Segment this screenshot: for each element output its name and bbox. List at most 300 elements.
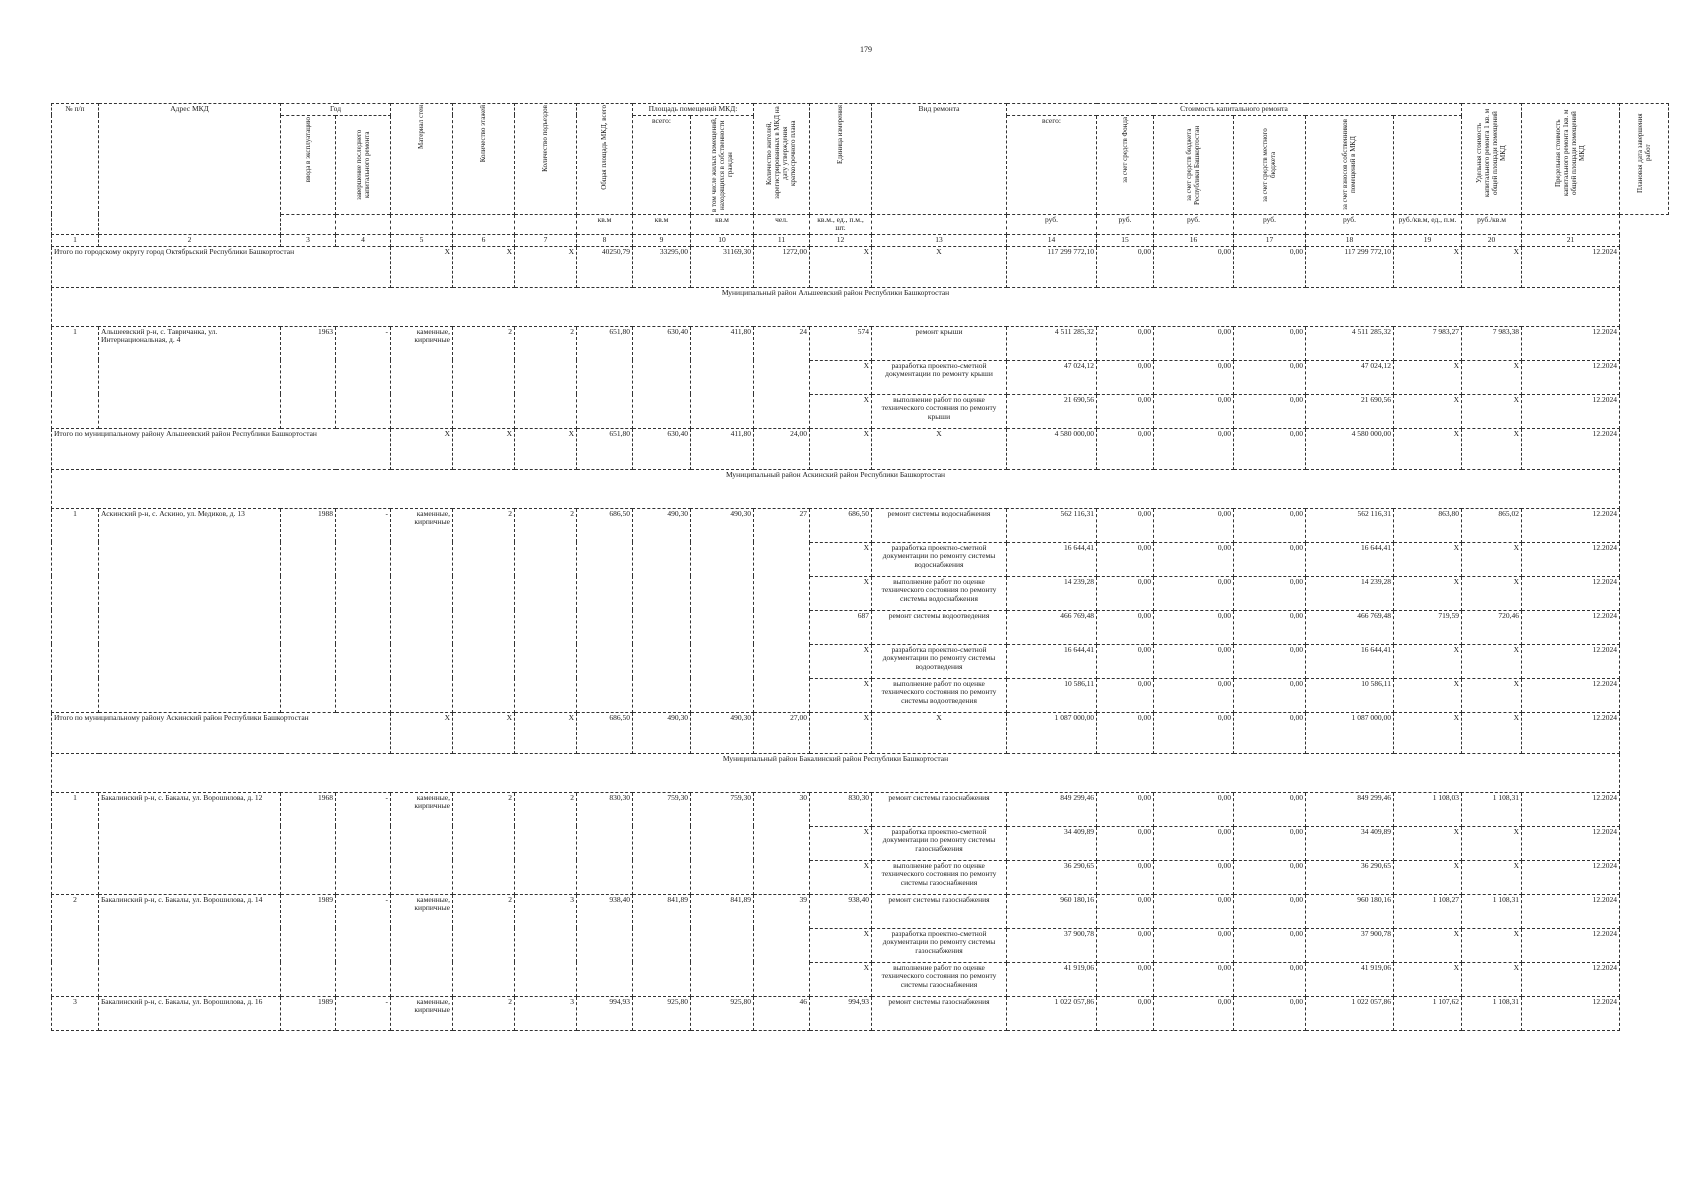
year-built: 1968 <box>281 792 336 894</box>
cost-cell: X <box>1394 360 1462 394</box>
year-built: 1989 <box>281 996 336 1030</box>
total-cell: X <box>1394 246 1462 287</box>
cost-cell: 7 983,27 <box>1394 326 1462 360</box>
unit-cell <box>281 214 336 234</box>
cost-cell: 36 290,65 <box>1306 860 1394 894</box>
col-header-cost-total: всего: <box>1007 115 1097 214</box>
cost-cell: X <box>810 928 872 962</box>
total-repair-type: X <box>872 246 1007 287</box>
house-address: Альшеевский р-н, с. Тавричанка, ул. Интернациональная, д. 4 <box>99 326 281 428</box>
total-cell: 33295,00 <box>633 246 691 287</box>
floors: 2 <box>453 894 515 996</box>
cost-cell: X <box>810 542 872 576</box>
cost-cell: 0,00 <box>1154 894 1234 928</box>
total-cell: 0,00 <box>1234 428 1306 469</box>
area-residential: 759,30 <box>691 792 754 894</box>
floors: 2 <box>453 996 515 1030</box>
column-number: 14 <box>1007 234 1097 246</box>
column-number: 7 <box>515 234 577 246</box>
residents: 27 <box>754 508 810 712</box>
cost-cell: 0,00 <box>1154 860 1234 894</box>
floors: 2 <box>453 508 515 712</box>
total-cell: 1272,00 <box>754 246 810 287</box>
cost-cell: 16 644,41 <box>1007 542 1097 576</box>
cost-cell: 34 409,89 <box>1007 826 1097 860</box>
cost-cell: 4 511 285,32 <box>1007 326 1097 360</box>
cost-cell: 16 644,41 <box>1306 542 1394 576</box>
total-cell: X <box>810 246 872 287</box>
total-cell: 411,80 <box>691 428 754 469</box>
unit-cell: кв.м <box>633 214 691 234</box>
total-cell: 117 299 772,10 <box>1007 246 1097 287</box>
area-all: 759,30 <box>633 792 691 894</box>
area-residential: 411,80 <box>691 326 754 428</box>
cost-cell: 0,00 <box>1097 576 1154 610</box>
total-cell: 12.2024 <box>1522 712 1620 753</box>
repair-type: ремонт системы газоснабжения <box>872 996 1007 1030</box>
cost-cell: 994,93 <box>810 996 872 1030</box>
year-last-repair: - <box>336 792 391 894</box>
year-last-repair: - <box>336 996 391 1030</box>
cost-cell: 0,00 <box>1154 542 1234 576</box>
repair-type: разработка проектно-сметной документации по ремонту системы водоотведения <box>872 644 1007 678</box>
area-all: 630,40 <box>633 326 691 428</box>
cost-cell: 0,00 <box>1154 508 1234 542</box>
total-area: 651,80 <box>577 326 633 428</box>
area-residential: 925,80 <box>691 996 754 1030</box>
cost-cell: 12.2024 <box>1522 610 1620 644</box>
floors: 2 <box>453 326 515 428</box>
col-header-budget-local: за счет средств местного бюджета <box>1234 115 1306 214</box>
cost-cell: X <box>1394 962 1462 996</box>
cost-cell: X <box>810 360 872 394</box>
cost-cell: 719,59 <box>1394 610 1462 644</box>
column-number: 5 <box>391 234 453 246</box>
cost-cell: 0,00 <box>1097 928 1154 962</box>
cost-cell: 960 180,16 <box>1306 894 1394 928</box>
cost-cell: 0,00 <box>1234 678 1306 712</box>
total-cell: 630,40 <box>633 428 691 469</box>
house-address: Аскинский р-н, с. Аскино, ул. Медиков, д. 13 <box>99 508 281 712</box>
cost-cell: 7 983,38 <box>1462 326 1522 360</box>
cost-cell: 12.2024 <box>1522 394 1620 428</box>
total-cell: 651,80 <box>577 428 633 469</box>
total-area: 938,40 <box>577 894 633 996</box>
floors: 2 <box>453 792 515 894</box>
cost-cell: 0,00 <box>1097 326 1154 360</box>
cost-cell: 562 116,31 <box>1007 508 1097 542</box>
page-number: 179 <box>860 45 872 54</box>
cost-cell: 0,00 <box>1154 792 1234 826</box>
col-group-premises-area: Площадь помещений МКД: <box>633 104 754 116</box>
cost-cell: 0,00 <box>1234 792 1306 826</box>
total-row <box>52 712 1669 753</box>
total-cell: 31169,30 <box>691 246 754 287</box>
unit-cell <box>872 214 1007 234</box>
repair-type: выполнение работ по оценке технического состояния по ремонту системы водоотведения <box>872 678 1007 712</box>
cost-cell: 1 108,27 <box>1394 894 1462 928</box>
table-body <box>52 104 1669 1031</box>
cost-cell: 12.2024 <box>1522 542 1620 576</box>
cost-cell: 1 108,31 <box>1462 894 1522 928</box>
cost-cell: 12.2024 <box>1522 326 1620 360</box>
cost-cell: 0,00 <box>1234 508 1306 542</box>
cost-cell: 0,00 <box>1097 644 1154 678</box>
repair-type: разработка проектно-сметной документации по ремонту крыши <box>872 360 1007 394</box>
cost-cell: X <box>1462 360 1522 394</box>
total-cell: X <box>1462 246 1522 287</box>
cost-cell: 0,00 <box>1154 826 1234 860</box>
cost-cell: 0,00 <box>1234 860 1306 894</box>
unit-cell: руб. <box>1007 214 1097 234</box>
year-built: 1963 <box>281 326 336 428</box>
total-area: 830,30 <box>577 792 633 894</box>
cost-cell: X <box>810 860 872 894</box>
total-cell: X <box>391 428 453 469</box>
year-last-repair: - <box>336 508 391 712</box>
cost-cell: 865,02 <box>1462 508 1522 542</box>
cost-cell: 0,00 <box>1097 826 1154 860</box>
total-cell: X <box>453 246 515 287</box>
table-row <box>52 996 1669 1030</box>
col-header-budget-rb: за счет средств бюджета Республики Башкортостан <box>1154 115 1234 214</box>
total-cell: 0,00 <box>1154 428 1234 469</box>
total-repair-type: X <box>872 428 1007 469</box>
cost-cell: 14 239,28 <box>1306 576 1394 610</box>
cost-cell: 0,00 <box>1154 644 1234 678</box>
wall-material: каменные, кирпичные <box>391 326 453 428</box>
house-address: Бакалинский р-н, с. Бакалы, ул. Ворошилова, д. 12 <box>99 792 281 894</box>
cost-cell: 0,00 <box>1234 826 1306 860</box>
total-cell: 0,00 <box>1234 246 1306 287</box>
house-number: 1 <box>52 326 99 428</box>
cost-cell: 41 919,06 <box>1306 962 1394 996</box>
cost-cell: 0,00 <box>1234 394 1306 428</box>
cost-cell: 0,00 <box>1154 678 1234 712</box>
cost-cell: 10 586,11 <box>1007 678 1097 712</box>
entrances: 2 <box>515 792 577 894</box>
cost-cell: 16 644,41 <box>1306 644 1394 678</box>
cost-cell: 1 108,31 <box>1462 996 1522 1030</box>
col-header-owners: за счет взносов собственников помещений в МКД <box>1306 115 1394 214</box>
cost-cell: 1 107,62 <box>1394 996 1462 1030</box>
cost-cell: 0,00 <box>1097 360 1154 394</box>
cost-cell: X <box>810 826 872 860</box>
total-cell: 12.2024 <box>1522 428 1620 469</box>
table-row <box>52 326 1669 360</box>
total-cell: 0,00 <box>1097 246 1154 287</box>
cost-cell: X <box>1394 826 1462 860</box>
column-number: 18 <box>1306 234 1394 246</box>
total-cell: X <box>1462 712 1522 753</box>
col-header-material: Материал стен <box>391 104 453 215</box>
cost-cell: 0,00 <box>1234 542 1306 576</box>
section-title: Муниципальный район Аскинский район Республики Башкортостан <box>52 469 1620 508</box>
total-cell: 686,50 <box>577 712 633 753</box>
total-cell: 0,00 <box>1097 712 1154 753</box>
cost-cell: 863,80 <box>1394 508 1462 542</box>
cost-cell: 0,00 <box>1154 326 1234 360</box>
cost-cell: 12.2024 <box>1522 996 1620 1030</box>
unit-cell <box>1522 214 1620 234</box>
total-cell: X <box>1462 428 1522 469</box>
col-header-unit-cost: Удельная стоимость капитального ремонта 1 кв. м общей площади помещений МКД <box>1462 104 1522 215</box>
col-header-entrances: Количество подъездов <box>515 104 577 215</box>
cost-cell: X <box>810 678 872 712</box>
total-cell: 117 299 772,10 <box>1306 246 1394 287</box>
total-cell: 490,30 <box>633 712 691 753</box>
total-cell: X <box>1394 428 1462 469</box>
unit-cell: руб./кв.м, ед., п.м. <box>1394 214 1462 234</box>
unit-cell: чел. <box>754 214 810 234</box>
total-cell: X <box>391 246 453 287</box>
column-number: 12 <box>810 234 872 246</box>
cost-cell: X <box>1394 576 1462 610</box>
total-cell: 12.2024 <box>1522 246 1620 287</box>
repair-type: ремонт системы газоснабжения <box>872 792 1007 826</box>
cost-cell: 0,00 <box>1234 576 1306 610</box>
col-header-year-last: завершение последнего капитального ремонта <box>336 115 391 214</box>
cost-cell: 16 644,41 <box>1007 644 1097 678</box>
cost-cell: 0,00 <box>1097 962 1154 996</box>
col-header-year-built: ввода в эксплуатацию <box>281 115 336 214</box>
cost-cell: 0,00 <box>1234 360 1306 394</box>
cost-cell: 830,30 <box>810 792 872 826</box>
cost-cell: 12.2024 <box>1522 678 1620 712</box>
cost-cell: 12.2024 <box>1522 644 1620 678</box>
total-cell: 0,00 <box>1097 428 1154 469</box>
cost-cell: 0,00 <box>1097 610 1154 644</box>
total-cell: X <box>810 428 872 469</box>
repair-type: разработка проектно-сметной документации по ремонту системы водоснабжения <box>872 542 1007 576</box>
cost-cell: 849 299,46 <box>1306 792 1394 826</box>
residents: 30 <box>754 792 810 894</box>
cost-cell: 0,00 <box>1234 996 1306 1030</box>
cost-cell: 34 409,89 <box>1306 826 1394 860</box>
cost-cell: 0,00 <box>1154 928 1234 962</box>
house-number: 3 <box>52 996 99 1030</box>
col-header-area-all: всего: <box>633 115 691 214</box>
cost-cell: 12.2024 <box>1522 826 1620 860</box>
cost-cell: 0,00 <box>1097 860 1154 894</box>
cost-cell: 21 690,56 <box>1306 394 1394 428</box>
cost-cell: 0,00 <box>1097 792 1154 826</box>
unit-cell: руб. <box>1234 214 1306 234</box>
cost-cell: 0,00 <box>1097 508 1154 542</box>
total-cell: X <box>515 712 577 753</box>
cost-cell: 0,00 <box>1154 962 1234 996</box>
cost-cell: 720,46 <box>1462 610 1522 644</box>
cost-cell: X <box>1462 962 1522 996</box>
column-number: 3 <box>281 234 336 246</box>
cost-cell: 1 108,03 <box>1394 792 1462 826</box>
cost-cell: 0,00 <box>1234 928 1306 962</box>
cost-cell: 1 022 057,86 <box>1306 996 1394 1030</box>
cost-cell: X <box>1394 394 1462 428</box>
col-header-unit: Единица измерения <box>810 104 872 215</box>
cost-cell: 0,00 <box>1234 644 1306 678</box>
wall-material: каменные, кирпичные <box>391 508 453 712</box>
cost-cell: 938,40 <box>810 894 872 928</box>
total-area: 686,50 <box>577 508 633 712</box>
total-row <box>52 428 1669 469</box>
table-row <box>52 508 1669 542</box>
section-title: Муниципальный район Бакалинский район Республики Башкортостан <box>52 753 1620 792</box>
cost-cell: 14 239,28 <box>1007 576 1097 610</box>
cost-cell: 1 108,31 <box>1462 792 1522 826</box>
cost-cell: X <box>1394 860 1462 894</box>
unit-cell: кв.м., ед., п.м., шт. <box>810 214 872 234</box>
cost-cell: 4 511 285,32 <box>1306 326 1394 360</box>
column-number: 16 <box>1154 234 1234 246</box>
total-cell: 0,00 <box>1154 246 1234 287</box>
cost-cell: 12.2024 <box>1522 792 1620 826</box>
repair-plan-sheet <box>51 103 1669 1031</box>
cost-cell: 12.2024 <box>1522 962 1620 996</box>
year-built: 1988 <box>281 508 336 712</box>
house-number: 1 <box>52 508 99 712</box>
total-cell: 4 580 000,00 <box>1306 428 1394 469</box>
section-row <box>52 287 1669 326</box>
unit-cell: кв.м <box>691 214 754 234</box>
column-number: 2 <box>99 234 281 246</box>
cost-cell: 0,00 <box>1097 678 1154 712</box>
cost-cell: 0,00 <box>1234 894 1306 928</box>
cost-cell: X <box>810 576 872 610</box>
repair-type: разработка проектно-сметной документации по ремонту системы газоснабжения <box>872 826 1007 860</box>
entrances: 2 <box>515 326 577 428</box>
column-number: 9 <box>633 234 691 246</box>
cost-cell: X <box>810 394 872 428</box>
residents: 46 <box>754 996 810 1030</box>
col-header-area-residential: в том числе жилых помещений, находящихся в собственности граждан <box>691 115 754 214</box>
cost-cell: X <box>1462 644 1522 678</box>
column-number: 15 <box>1097 234 1154 246</box>
cost-cell: 687 <box>810 610 872 644</box>
section-row <box>52 753 1669 792</box>
total-cell: X <box>810 712 872 753</box>
total-cell: 1 087 000,00 <box>1007 712 1097 753</box>
header-row-1 <box>52 104 1669 116</box>
cost-cell: X <box>1394 644 1462 678</box>
cost-cell: 37 900,78 <box>1007 928 1097 962</box>
unit-cell: руб. <box>1154 214 1234 234</box>
cost-cell: 0,00 <box>1097 394 1154 428</box>
year-last-repair: - <box>336 326 391 428</box>
cost-cell: 47 024,12 <box>1007 360 1097 394</box>
repair-type: ремонт системы водоснабжения <box>872 508 1007 542</box>
cost-cell: 0,00 <box>1154 394 1234 428</box>
col-header-residents: Количество жителей, зарегистрированных в МКД на дату утверждения краткосрочного плана <box>754 104 810 215</box>
total-label: Итого по муниципальному району Альшеевский район Республики Башкортостан <box>52 428 391 469</box>
repair-type: выполнение работ по оценке технического состояния по ремонту крыши <box>872 394 1007 428</box>
area-residential: 490,30 <box>691 508 754 712</box>
total-cell: X <box>515 246 577 287</box>
cost-cell: 1 022 057,86 <box>1007 996 1097 1030</box>
section-row <box>52 469 1669 508</box>
column-numbers-row <box>52 234 1669 246</box>
repair-type: ремонт системы водоотведения <box>872 610 1007 644</box>
cost-cell: 0,00 <box>1234 962 1306 996</box>
cost-cell: 574 <box>810 326 872 360</box>
col-header-repair-type: Вид ремонта <box>872 104 1007 215</box>
cost-cell: 41 919,06 <box>1007 962 1097 996</box>
column-number: 20 <box>1462 234 1522 246</box>
cost-cell: X <box>1462 542 1522 576</box>
cost-cell: X <box>1462 394 1522 428</box>
cost-cell: 12.2024 <box>1522 894 1620 928</box>
cost-cell: 10 586,11 <box>1306 678 1394 712</box>
total-cell: 4 580 000,00 <box>1007 428 1097 469</box>
unit-cell <box>515 214 577 234</box>
cost-cell: 849 299,46 <box>1007 792 1097 826</box>
column-number: 1 <box>52 234 99 246</box>
column-number: 8 <box>577 234 633 246</box>
table-row <box>52 792 1669 826</box>
column-number: 10 <box>691 234 754 246</box>
house-number: 1 <box>52 792 99 894</box>
column-number: 6 <box>453 234 515 246</box>
area-residential: 841,89 <box>691 894 754 996</box>
wall-material: каменные, кирпичные <box>391 792 453 894</box>
total-cell: 24,00 <box>754 428 810 469</box>
unit-cell: руб. <box>1097 214 1154 234</box>
cost-cell: X <box>810 962 872 996</box>
cost-cell: 0,00 <box>1097 996 1154 1030</box>
cost-cell: X <box>1462 826 1522 860</box>
col-header-max-cost: Предельная стоимость капитального ремонта 1кв. м общей площади помещений МКД <box>1522 104 1620 215</box>
wall-material: каменные, кирпичные <box>391 996 453 1030</box>
cost-cell: X <box>810 644 872 678</box>
total-cell: 490,30 <box>691 712 754 753</box>
cost-cell: 12.2024 <box>1522 576 1620 610</box>
area-all: 841,89 <box>633 894 691 996</box>
area-all: 925,80 <box>633 996 691 1030</box>
total-cell: X <box>515 428 577 469</box>
total-cell: 1 087 000,00 <box>1306 712 1394 753</box>
repair-type: выполнение работ по оценке технического состояния по ремонту системы газоснабжения <box>872 962 1007 996</box>
cost-cell: 12.2024 <box>1522 860 1620 894</box>
repair-type: ремонт системы газоснабжения <box>872 894 1007 928</box>
cost-cell: 12.2024 <box>1522 508 1620 542</box>
total-cell: 0,00 <box>1154 712 1234 753</box>
repair-type: ремонт крыши <box>872 326 1007 360</box>
cost-cell: 0,00 <box>1154 576 1234 610</box>
total-repair-type: X <box>872 712 1007 753</box>
column-number: 4 <box>336 234 391 246</box>
cost-cell: 562 116,31 <box>1306 508 1394 542</box>
unit-cell <box>336 214 391 234</box>
cost-cell: 12.2024 <box>1522 360 1620 394</box>
house-address: Бакалинский р-н, с. Бакалы, ул. Ворошилова, д. 16 <box>99 996 281 1030</box>
cost-cell: 36 290,65 <box>1007 860 1097 894</box>
repair-type: выполнение работ по оценке технического состояния по ремонту системы водоснабжения <box>872 576 1007 610</box>
total-label: Итого по муниципальному району Аскинский район Республики Башкортостан <box>52 712 391 753</box>
cost-cell: X <box>1462 678 1522 712</box>
total-cell: X <box>1394 712 1462 753</box>
col-header-deadline: Плановая дата завершения работ <box>1620 104 1669 215</box>
cost-cell: 37 900,78 <box>1306 928 1394 962</box>
house-address: Бакалинский р-н, с. Бакалы, ул. Ворошилова, д. 14 <box>99 894 281 996</box>
cost-cell: X <box>1462 576 1522 610</box>
column-number: 13 <box>872 234 1007 246</box>
cost-cell: 21 690,56 <box>1007 394 1097 428</box>
total-cell: X <box>453 712 515 753</box>
col-header-total-area: Общая площадь МКД, всего <box>577 104 633 215</box>
col-header-floors: Количество этажей <box>453 104 515 215</box>
table-row <box>52 894 1669 928</box>
column-number: 21 <box>1522 234 1620 246</box>
